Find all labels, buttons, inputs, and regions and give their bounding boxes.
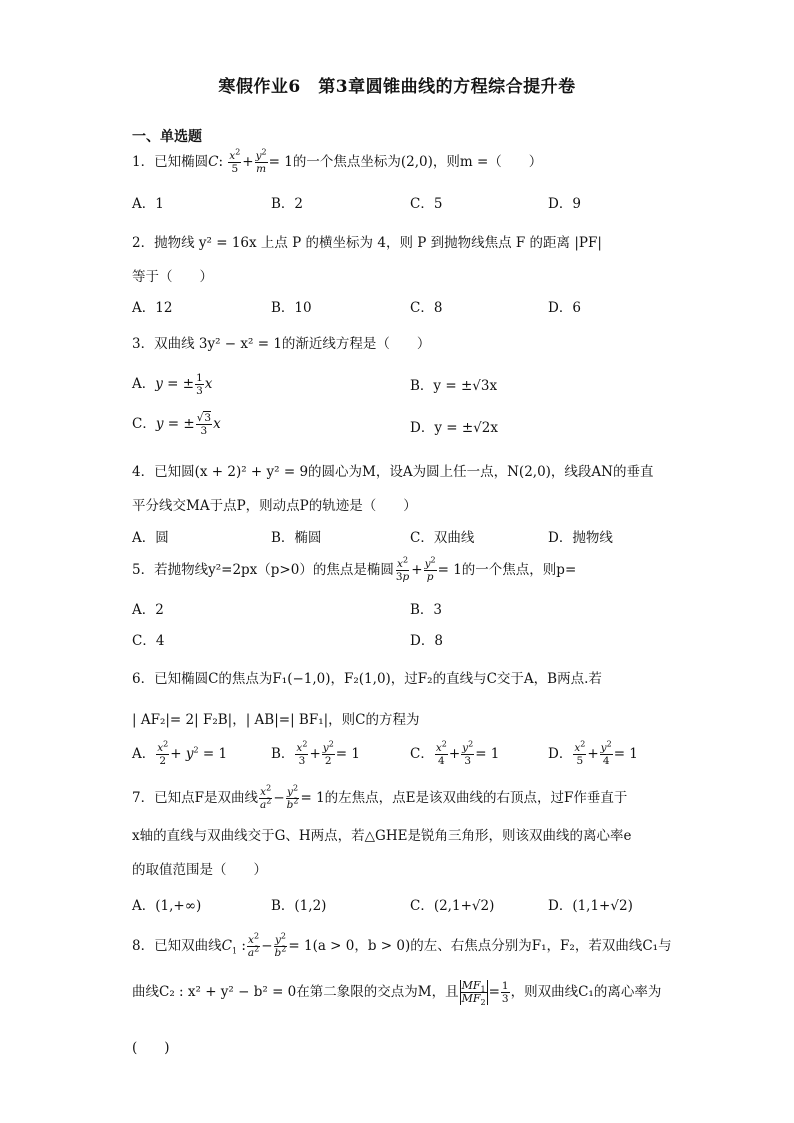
q8-line2-start: 曲线C₂ : x² + y² − b² = 0在第二象限的交点为M，且 [132,984,459,1000]
q1-option-a[interactable]: A．1 [132,196,164,212]
q2-option-b[interactable]: B．10 [271,300,312,316]
question-3: 3．双曲线 3y² − x² = 1的渐近线方程是（ ） [132,336,431,352]
q2-option-c[interactable]: C．8 [410,300,443,316]
q2-option-a[interactable]: A．12 [132,300,173,316]
question-5: 5．若抛物线y²=2px（p>0）的焦点是椭圆 $\frac{x^2}{3p}$ + $\frac{y^2}{p}$ = 1的一个焦点，则p= [132,555,577,583]
q3-option-d[interactable]: D．y = ±√2x [410,420,498,436]
q5-option-a[interactable]: A．2 [132,602,164,618]
q4-option-c[interactable]: C．双曲线 [410,530,475,546]
section-heading: 一、单选题 [132,129,202,145]
q6-option-b[interactable]: B． $\frac{x^2}{3}$ + $\frac{y^2}{2}$ = 1 [271,739,360,767]
q6-option-c-label: C． [410,746,434,762]
q5-option-d[interactable]: D．8 [410,633,443,649]
q1-option-b[interactable]: B．2 [271,196,304,212]
question-7-line-1: 7．已知点F是双曲线 $\frac{x^2}{a^2}$ − $\frac{y^2}{b^2}$ = 1的左焦点，点E是该双曲线的右顶点，过F作垂直于 [132,783,628,811]
q6-option-b-label: B． [271,746,295,762]
question-4-line-2: 平分线交MA于点P，则动点P的轨迹是（ ） [132,498,417,514]
q1-fraction-x: $\frac{x^2}{5}$ [229,147,241,175]
question-7-line-3: 的取值范围是（ ） [132,862,267,878]
q7-suffix: 的左焦点，点E是该双曲线的右顶点，过F作垂直于 [324,790,628,806]
q1-fraction-y: $\frac{y^2}{m}$ [255,147,267,175]
question-6-line-2: | AF₂|= 2| F₂B|，| AB|=| BF₁|，则C的方程为 [132,712,420,728]
question-2-line-2: 等于（ ） [132,269,213,285]
q6-option-c[interactable]: C． $\frac{x^2}{4}$ + $\frac{y^2}{3}$ = 1 [410,739,500,767]
question-4-line-1: 4．已知圆(x + 2)² + y² = 9的圆心为M，设A为圆上任一点，N(2,0)，线段AN的垂直 [132,464,654,480]
q8-line2-end: ，则双曲线C₁的离心率为 [510,984,662,1000]
q6-option-d-label: D． [548,746,573,762]
page-title: 寒假作业6 第3章圆锥曲线的方程综合提升卷 [218,77,576,97]
q7-option-b[interactable]: B．(1,2) [271,898,327,914]
q5-prefix: 5．若抛物线y²=2px（p>0）的焦点是椭圆 [132,562,394,578]
question-8-line-1: 8．已知双曲线$C_1$ : $\frac{x^2}{a^2}$ − $\frac{y^2}{b^2}$ = 1(a > 0，b > 0)的左、右焦点分别为F₁，F₂，若双曲线C₁与 [132,931,672,959]
q6-option-a[interactable]: A． $\frac{x^2}{2}$ + $y^2 = 1$ [132,739,228,767]
q7-option-d[interactable]: D．(1,1+√2) [548,898,633,914]
q3-option-c[interactable]: C．y = ± $\frac{√3}{3}$ x [132,412,221,437]
q1-option-d[interactable]: D．9 [548,196,581,212]
q1-suffix: 的一个焦点坐标为(2,0)，则m =（ ） [292,154,543,170]
q5-option-c[interactable]: C．4 [132,633,165,649]
question-8-line-2: 曲线C₂ : x² + y² − b² = 0在第二象限的交点为M，且 $\frac{MF_1}{MF_2}$ = $\frac{1}{3}$ ，则双曲线C₁的离心率为 [132,979,662,1008]
question-2-line-1: 2．抛物线 y² = 16x 上点 P 的横坐标为 4，则 P 到抛物线焦点 F 的距离 |PF| [132,235,602,251]
q3-option-a-label: A． [132,376,156,392]
q5-option-b[interactable]: B．3 [410,602,443,618]
question-1: 1．已知椭圆C: $\frac{x^2}{5}$ + $\frac{y^2}{m}$ = 1的一个焦点坐标为(2,0)，则m =（ ） [132,147,543,175]
q3-option-c-label: C． [132,416,156,432]
q8-prefix: 8．已知双曲线 [132,938,222,954]
q8-mid: (a > 0，b > 0)的左、右焦点分别为F₁，F₂，若双曲线C₁与 [312,938,672,954]
q1-prefix: 1．已知椭圆 [132,154,209,170]
question-6-line-1: 6．已知椭圆C的焦点为F₁(−1,0)，F₂(1,0)，过F₂的直线与C交于A，B两点.若 [132,671,602,687]
q4-option-d[interactable]: D．抛物线 [548,530,613,546]
q7-option-c[interactable]: C．(2,1+√2) [410,898,495,914]
q4-option-a[interactable]: A．圆 [132,530,169,546]
q7-prefix: 7．已知点F是双曲线 [132,790,258,806]
q6-option-a-label: A． [132,746,156,762]
q6-option-d[interactable]: D． $\frac{x^2}{5}$ + $\frac{y^2}{4}$ = 1 [548,739,638,767]
q7-option-a[interactable]: A．(1,+∞) [132,898,202,914]
q3-option-b[interactable]: B．y = ±√3x [410,378,498,394]
question-7-line-2: x轴的直线与双曲线交于G、H两点，若△GHE是锐角三角形，则该双曲线的离心率e [132,828,632,844]
q5-suffix: 的一个焦点，则p= [461,562,577,578]
q4-option-b[interactable]: B．椭圆 [271,530,322,546]
q1-option-c[interactable]: C．5 [410,196,443,212]
q2-option-d[interactable]: D．6 [548,300,581,316]
question-8-line-3: ( ) [132,1040,170,1056]
q3-option-a[interactable]: A．y = ± $\frac{1}{3}$ x [132,372,213,397]
